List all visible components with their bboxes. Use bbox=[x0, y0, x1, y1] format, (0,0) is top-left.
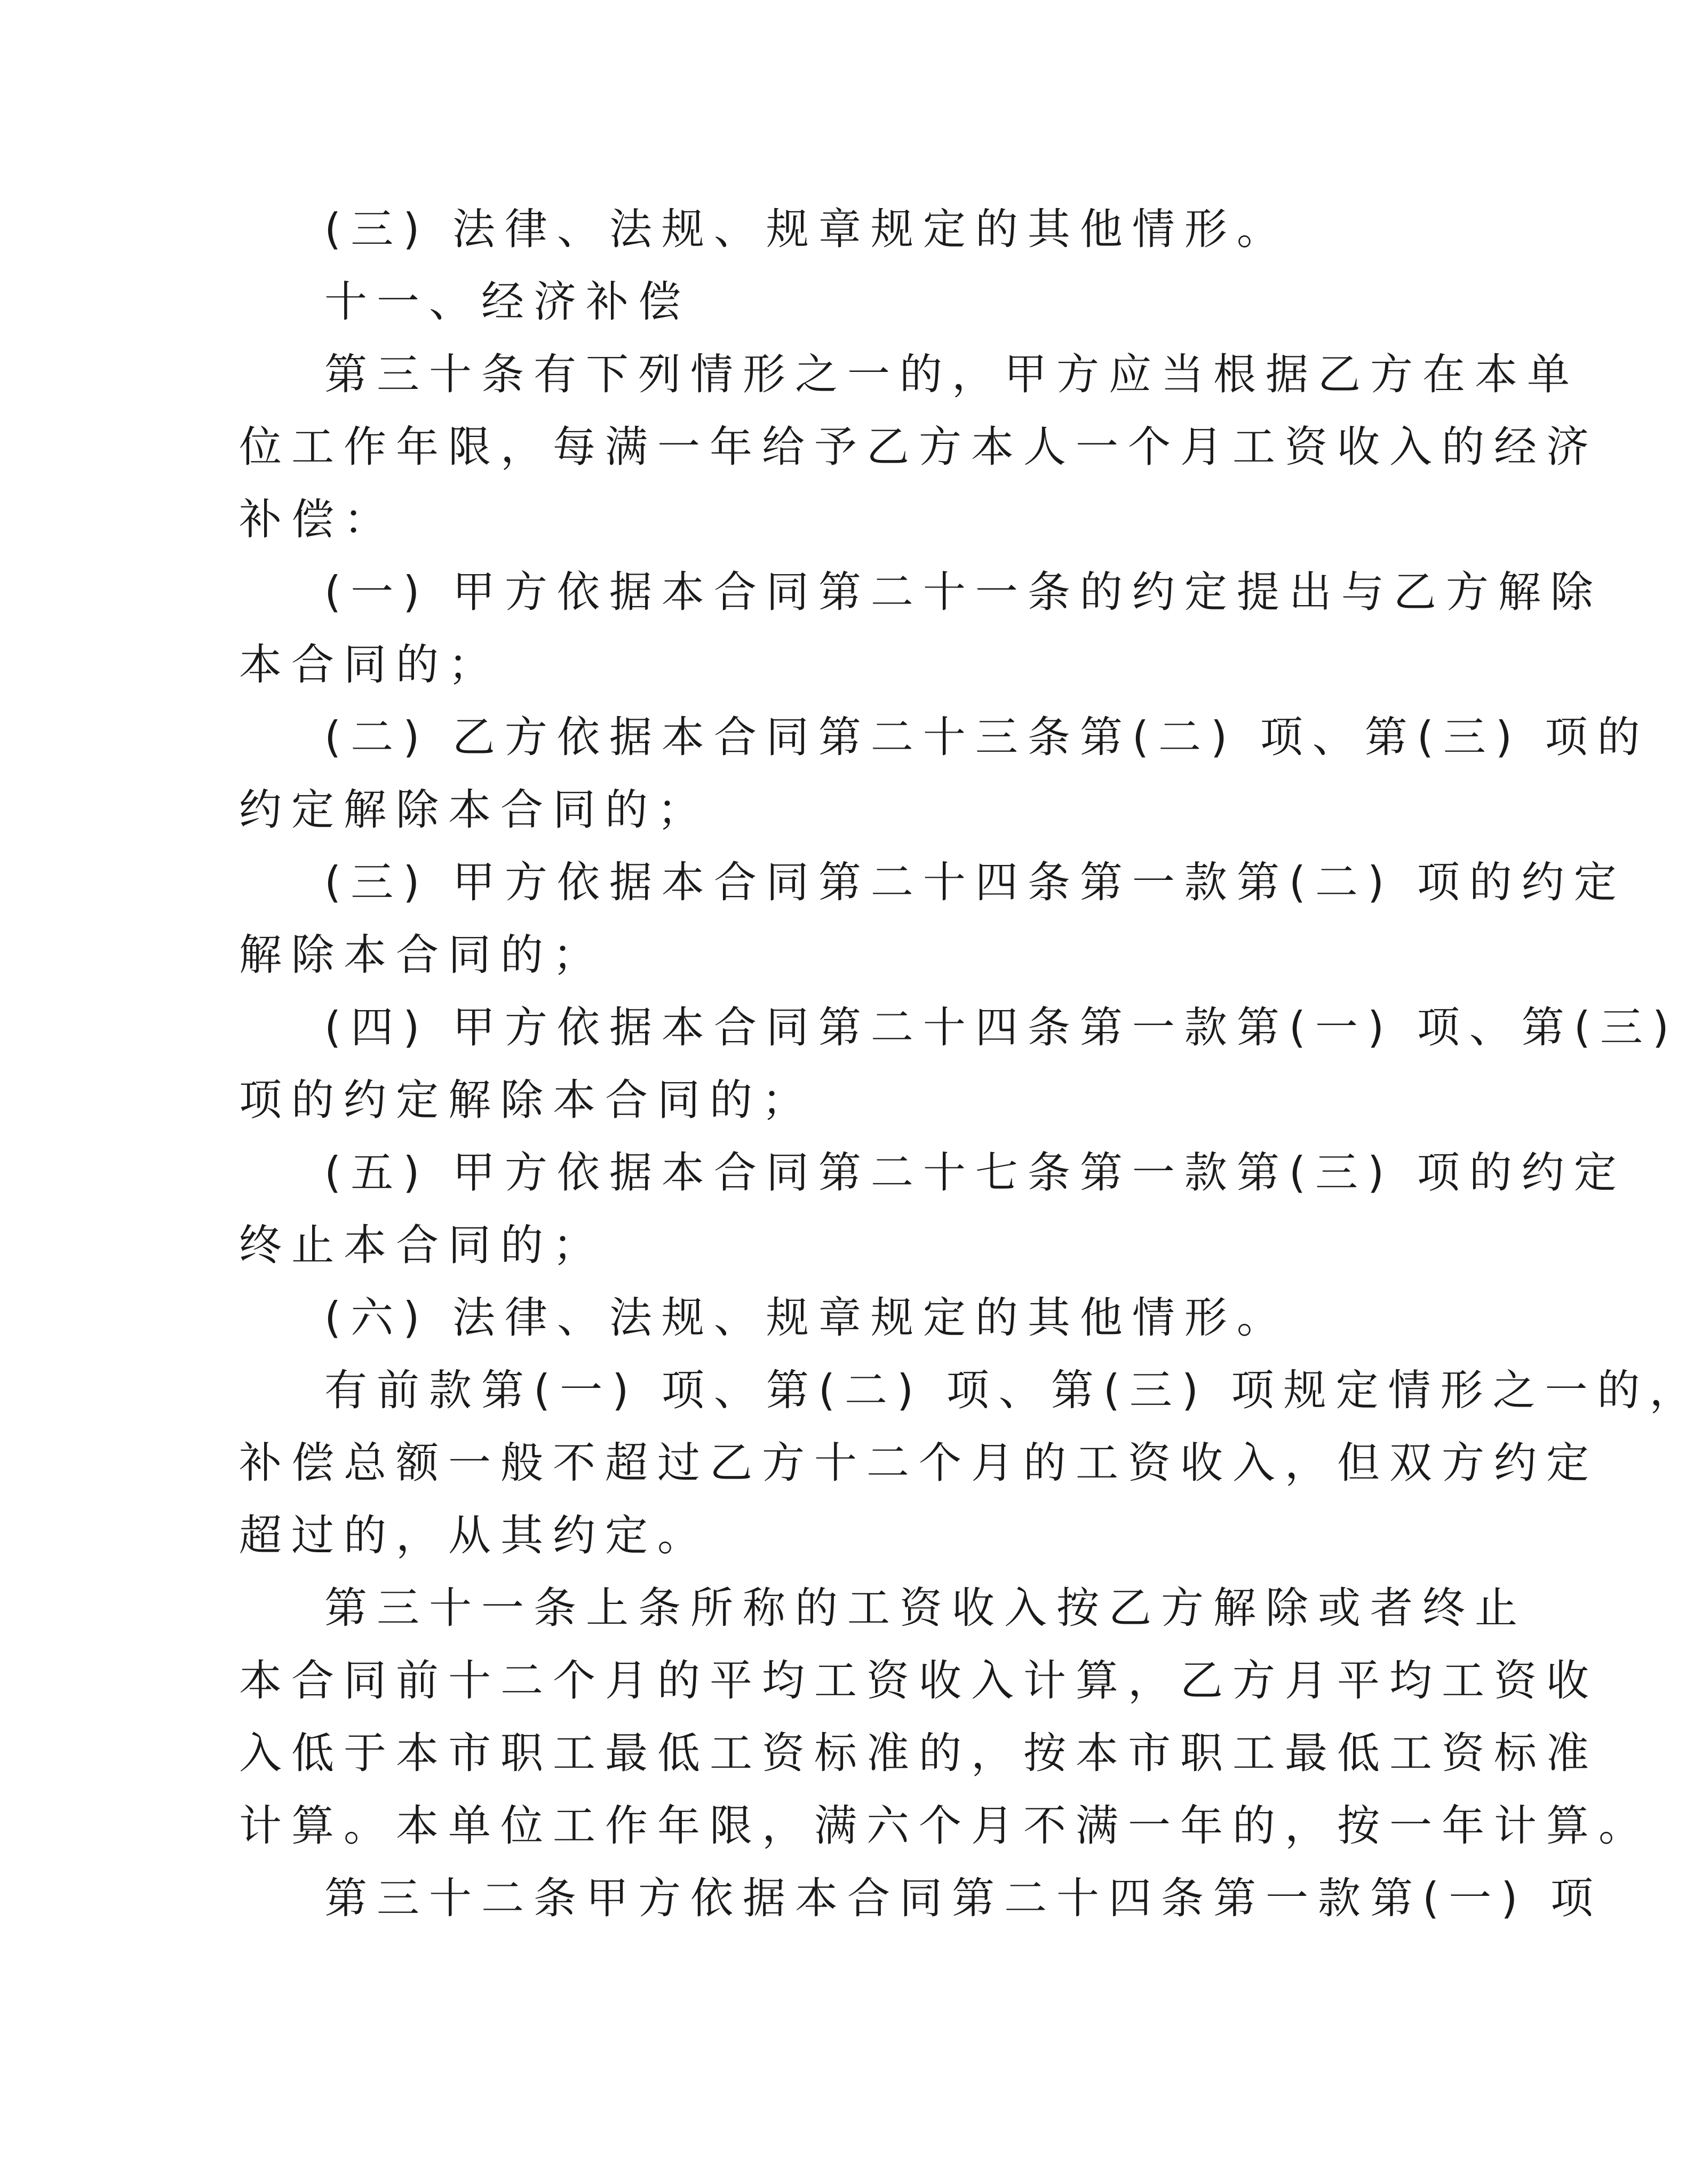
text-line: 补偿： bbox=[239, 495, 396, 544]
text-line: 入低于本市职工最低工资标准的，按本市职工最低工资标准 bbox=[239, 1728, 1598, 1778]
text-line: (四) 甲方依据本合同第二十四条第一款第(一) 项、第(三) bbox=[324, 1003, 1679, 1052]
text-line: 第三十一条上条所称的工资收入按乙方解除或者终止 bbox=[324, 1583, 1527, 1633]
text-line: 终止本合同的； bbox=[239, 1220, 605, 1270]
text-line: 超过的，从其约定。 bbox=[239, 1511, 710, 1560]
text-line: 项的约定解除本合同的； bbox=[239, 1075, 814, 1125]
text-line: 有前款第(一) 项、第(二) 项、第(三) 项规定情形之一的， bbox=[324, 1365, 1702, 1415]
text-line: 补偿总额一般不超过乙方十二个月的工资收入，但双方约定 bbox=[239, 1438, 1598, 1488]
text-line: (二) 乙方依据本合同第二十三条第(二) 项、第(三) 项的 bbox=[324, 712, 1650, 762]
text-line: (一) 甲方依据本合同第二十一条的约定提出与乙方解除 bbox=[324, 567, 1603, 617]
text-line: 第三十条有下列情形之一的，甲方应当根据乙方在本单 bbox=[324, 350, 1579, 399]
text-line: 计算。本单位工作年限，满六个月不满一年的，按一年计算。 bbox=[239, 1801, 1651, 1851]
text-line: 本合同的； bbox=[239, 640, 500, 689]
text-line: (五) 甲方依据本合同第二十七条第一款第(三) 项的约定 bbox=[324, 1148, 1626, 1197]
text-line: (三) 甲方依据本合同第二十四条第一款第(二) 项的约定 bbox=[324, 857, 1626, 907]
text-line: 约定解除本合同的； bbox=[239, 785, 710, 835]
text-line: 解除本合同的； bbox=[239, 930, 605, 980]
text-line: (三) 法律、法规、规章规定的其他情形。 bbox=[324, 204, 1289, 254]
text-line: 第三十二条甲方依据本合同第二十四条第一款第(一) 项 bbox=[324, 1873, 1603, 1923]
section-heading: 十一、经济补偿 bbox=[324, 277, 690, 327]
text-line: (六) 法律、法规、规章规定的其他情形。 bbox=[324, 1293, 1289, 1343]
text-line: 位工作年限，每满一年给予乙方本人一个月工资收入的经济 bbox=[239, 422, 1598, 472]
text-line: 本合同前十二个月的平均工资收入计算，乙方月平均工资收 bbox=[239, 1656, 1598, 1705]
